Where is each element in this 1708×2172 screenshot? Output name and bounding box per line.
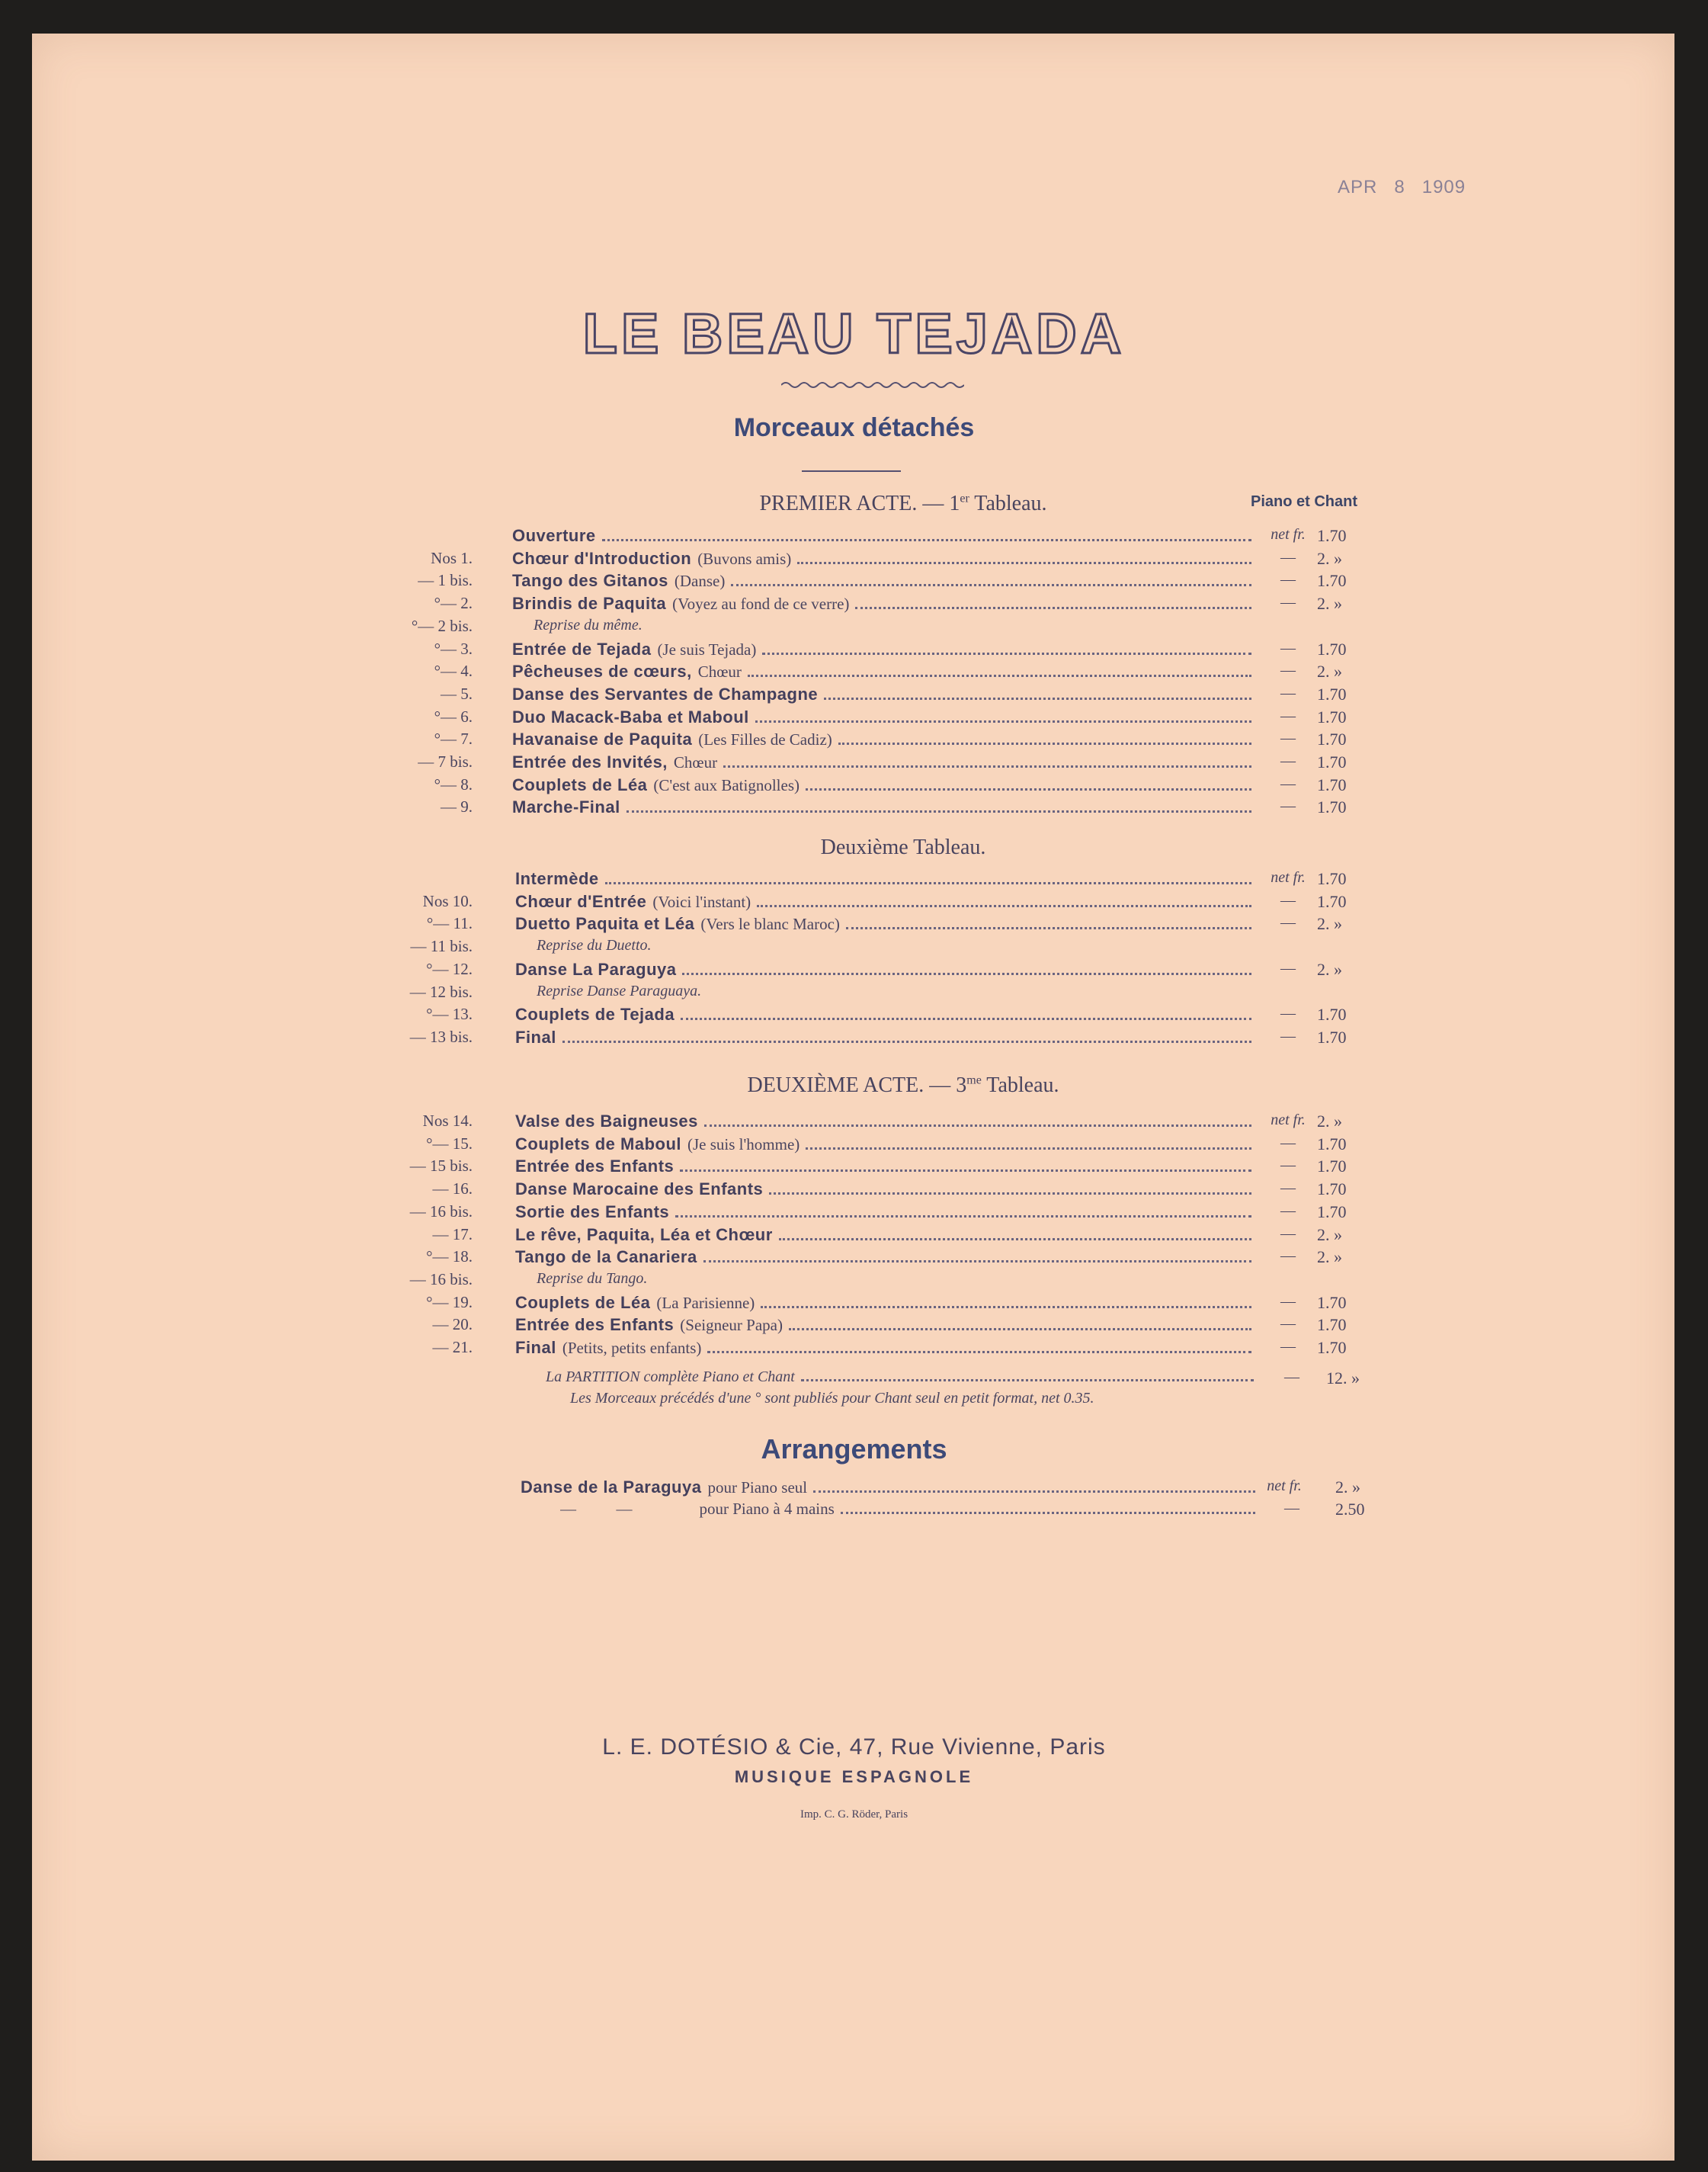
item-mark: —: [1280, 730, 1296, 746]
item-title: Entrée des Enfants: [515, 1315, 675, 1334]
reprise-row: [0, 617, 1708, 640]
arrangement-row: [0, 1500, 1708, 1522]
item-number: °— 4.: [434, 662, 473, 680]
reprise-note: Reprise Danse Paraguaya.: [537, 983, 702, 999]
section-deuxieme-tableau: Deuxième Tableau.: [820, 836, 986, 859]
item-title: Couplets de Maboul: [515, 1134, 681, 1153]
printer-line: Imp. C. G. Röder, Paris: [800, 1808, 908, 1821]
item-price: 1.70: [1317, 707, 1347, 727]
item-title: Sortie des Enfants: [515, 1202, 670, 1221]
item-price: 1.70: [1317, 571, 1347, 590]
item-subtitle: (Buvons amis): [697, 550, 792, 568]
item-price: 2. »: [1317, 1225, 1342, 1244]
item-price: 2. »: [1317, 960, 1342, 979]
item-price: 1.70: [1317, 1157, 1347, 1176]
item-price: 1.70: [1317, 1293, 1347, 1312]
column-header: Piano et Chant: [1251, 493, 1358, 510]
catalogue-row: [0, 1202, 1708, 1225]
item-price: 1.70: [1317, 752, 1347, 772]
catalogue-row: [0, 1028, 1708, 1051]
item-mark: —: [1280, 1225, 1296, 1242]
item-subtitle: (Danse): [674, 572, 726, 590]
item-mark: —: [1280, 797, 1296, 814]
item-title: Pêcheuses de cœurs,: [512, 662, 692, 681]
item-price: 1.70: [1317, 685, 1347, 704]
arrangement-ditto: — —: [560, 1500, 633, 1518]
publisher-line: L. E. DOTÉSIO & Cie, 47, Rue Vivienne, Paris: [602, 1734, 1106, 1760]
item-subtitle: Chœur: [697, 663, 742, 681]
arrangements-title: Arrangements: [761, 1433, 947, 1465]
reprise-row: [0, 983, 1708, 1006]
item-number: Nos 10.: [422, 892, 473, 910]
item-mark: —: [1280, 640, 1296, 656]
item-title: Entrée de Tejada: [512, 640, 652, 659]
reprise-note: Reprise du Tango.: [537, 1270, 648, 1287]
item-mark: —: [1280, 1028, 1296, 1044]
item-price: 1.70: [1317, 526, 1347, 545]
reprise-note: Reprise du même.: [534, 617, 643, 634]
partition-text: La PARTITION complète Piano et Chant: [546, 1368, 795, 1385]
item-subtitle: (Petits, petits enfants): [562, 1339, 702, 1357]
catalogue-row: [0, 1247, 1708, 1270]
item-price: 1.70: [1317, 1028, 1347, 1047]
catalogue-row: [0, 775, 1708, 798]
catalogue-row: [0, 797, 1708, 820]
item-subtitle: (Voici l'instant): [652, 893, 751, 911]
item-price: 2. »: [1317, 1112, 1342, 1131]
item-number: °— 6.: [434, 707, 473, 726]
catalogue-row: [0, 960, 1708, 983]
catalogue-row: [0, 1179, 1708, 1202]
item-title: Chœur d'Introduction: [512, 549, 692, 568]
arrangement-title: Danse de la Paraguya: [521, 1477, 702, 1497]
item-price: 1.70: [1317, 892, 1347, 911]
section-premier-acte: PREMIER ACTE. — 1er Tableau.: [759, 492, 1047, 515]
item-title: Couplets de Tejada: [515, 1005, 675, 1024]
arrangement-sub: pour Piano seul: [707, 1478, 808, 1497]
item-title: Intermède: [515, 869, 599, 888]
item-price: 1.70: [1317, 1134, 1347, 1153]
item-mark: —: [1280, 1157, 1296, 1173]
stamp-year: 1909: [1421, 177, 1466, 197]
catalogue-row: [0, 549, 1708, 572]
page-title: LE BEAU TEJADA: [582, 302, 1126, 365]
catalogue-row: [0, 730, 1708, 752]
item-number: °— 15.: [426, 1134, 473, 1153]
item-title: Duo Macack-Baba et Maboul: [512, 707, 749, 727]
item-title: Le rêve, Paquita, Léa et Chœur: [515, 1225, 773, 1244]
catalogue-row: [0, 707, 1708, 730]
item-mark: —: [1280, 707, 1296, 724]
stamp-month: APR: [1338, 177, 1378, 197]
arrangement-mark: net fr.: [1267, 1477, 1302, 1494]
item-title: Tango des Gitanos: [512, 571, 668, 590]
item-price: 2. »: [1317, 914, 1342, 933]
item-mark: —: [1280, 1293, 1296, 1310]
item-number: — 1 bis.: [418, 571, 473, 589]
catalogue-row: [0, 1225, 1708, 1248]
item-number: — 17.: [432, 1225, 473, 1243]
item-title: Final: [515, 1028, 556, 1047]
publisher-subline: MUSIQUE ESPAGNOLE: [734, 1767, 974, 1786]
date-stamp: [1338, 177, 1482, 198]
item-subtitle: (Vers le blanc Maroc): [700, 915, 840, 933]
item-title: Valse des Baigneuses: [515, 1112, 698, 1131]
catalogue-row: [0, 892, 1708, 915]
item-price: 1.70: [1317, 1202, 1347, 1221]
item-mark: —: [1280, 914, 1296, 931]
item-number: — 15 bis.: [409, 1157, 473, 1175]
subtitle-rule: [802, 470, 901, 472]
item-title: Danse Marocaine des Enfants: [515, 1179, 764, 1198]
item-number: °— 13.: [426, 1005, 473, 1023]
item-number: — 16.: [432, 1179, 473, 1198]
catalogue-row: [0, 1112, 1708, 1134]
item-number: °— 19.: [426, 1293, 473, 1311]
item-number: — 9.: [441, 797, 473, 816]
item-price: 2. »: [1317, 549, 1342, 568]
item-mark: —: [1280, 662, 1296, 679]
item-number: °— 2.: [434, 594, 473, 612]
arrangement-sub: pour Piano à 4 mains: [699, 1500, 835, 1518]
catalogue-row: [0, 1005, 1708, 1028]
item-subtitle: (Seigneur Papa): [680, 1316, 783, 1334]
item-title: Couplets de Léa: [515, 1293, 651, 1312]
item-number: — 21.: [432, 1338, 473, 1356]
item-price: 1.70: [1317, 1338, 1347, 1357]
item-title: Chœur d'Entrée: [515, 892, 647, 911]
item-subtitle: (Je suis Tejada): [657, 640, 757, 659]
item-number: — 16 bis.: [409, 1202, 473, 1221]
item-subtitle: (Voyez au fond de ce verre): [672, 595, 850, 613]
partition-price: 12. »: [1326, 1368, 1360, 1388]
partition-row: [0, 1368, 1708, 1391]
section-deuxieme-acte: DEUXIÈME ACTE. — $3^{me}$ Tableau.: [747, 1073, 1059, 1097]
item-price: 2. »: [1317, 1247, 1342, 1266]
item-title: Danse La Paraguya: [515, 960, 677, 979]
item-number: °— 3.: [434, 640, 473, 658]
item-number: — 20.: [432, 1315, 473, 1333]
item-number: — 5.: [441, 685, 473, 703]
partition-mark: —: [1284, 1368, 1299, 1385]
item-title: Final: [515, 1338, 556, 1357]
item-price: 1.70: [1317, 1179, 1347, 1198]
item-number: °— 11.: [426, 914, 473, 932]
item-number: — 11 bis.: [410, 937, 473, 955]
catalogue-row: [0, 1315, 1708, 1338]
item-mark: —: [1280, 892, 1296, 909]
footnote: Les Morceaux précédés d'une ° sont publiés pour Chant seul en petit format, net 0.35.: [570, 1390, 1094, 1407]
catalogue-row: [0, 571, 1708, 594]
item-subtitle: (Je suis l'homme): [687, 1135, 800, 1153]
arrangement-row: [0, 1477, 1708, 1500]
item-title: Ouverture: [512, 526, 596, 545]
item-number: Nos 1.: [431, 549, 473, 567]
item-number: — 16 bis.: [409, 1270, 473, 1288]
catalogue-row: [0, 526, 1708, 549]
item-mark: —: [1280, 685, 1296, 701]
item-mark: net fr.: [1271, 1112, 1306, 1128]
item-subtitle: Chœur: [673, 753, 718, 772]
item-mark: —: [1280, 1179, 1296, 1196]
item-number: °— 12.: [426, 960, 473, 978]
subtitle: Morceaux détachés: [733, 413, 975, 442]
reprise-row: [0, 937, 1708, 960]
item-title: Marche-Final: [512, 797, 620, 817]
item-price: 1.70: [1317, 797, 1347, 817]
catalogue-row: [0, 594, 1708, 617]
item-mark: net fr.: [1271, 526, 1306, 543]
item-mark: —: [1280, 1247, 1296, 1264]
item-price: 2. »: [1317, 594, 1342, 613]
catalogue-row: [0, 1157, 1708, 1179]
item-mark: —: [1280, 752, 1296, 769]
item-title: Entrée des Invités,: [512, 752, 668, 772]
item-price: 1.70: [1317, 1315, 1347, 1334]
item-number: °— 18.: [426, 1247, 473, 1266]
item-mark: —: [1280, 594, 1296, 611]
catalogue-row: [0, 914, 1708, 937]
item-number: Nos 14.: [422, 1112, 473, 1130]
item-subtitle: (Les Filles de Cadiz): [698, 730, 832, 749]
item-mark: —: [1280, 1005, 1296, 1022]
catalogue-row: [0, 662, 1708, 685]
item-title: Brindis de Paquita: [512, 594, 667, 613]
catalogue-row: [0, 1338, 1708, 1361]
catalogue-row: [0, 869, 1708, 892]
catalogue-row: [0, 640, 1708, 663]
item-title: Entrée des Enfants: [515, 1157, 675, 1176]
item-subtitle: (C'est aux Batignolles): [653, 776, 800, 794]
item-price: 1.70: [1317, 640, 1347, 659]
arrangement-mark: —: [1284, 1500, 1299, 1516]
item-title: Danse des Servantes de Champagne: [512, 685, 819, 704]
reprise-row: [0, 1270, 1708, 1293]
item-mark: —: [1280, 1134, 1296, 1151]
item-number: — 12 bis.: [409, 983, 473, 1001]
wavy-rule: [781, 380, 964, 390]
catalogue-row: [0, 752, 1708, 775]
catalogue-row: [0, 1293, 1708, 1316]
catalogue-row: [0, 685, 1708, 707]
item-mark: —: [1280, 775, 1296, 792]
arrangement-price: 2. »: [1335, 1477, 1360, 1497]
item-title: Couplets de Léa: [512, 775, 648, 794]
item-price: 1.70: [1317, 775, 1347, 794]
item-number: °— 7.: [434, 730, 473, 748]
item-mark: net fr.: [1271, 869, 1306, 886]
item-title: Tango de la Canariera: [515, 1247, 697, 1266]
item-price: 1.70: [1317, 730, 1347, 749]
item-price: 1.70: [1317, 1005, 1347, 1024]
catalogue-row: [0, 1134, 1708, 1157]
item-price: 1.70: [1317, 869, 1347, 888]
arrangement-price: 2.50: [1335, 1500, 1365, 1519]
item-mark: —: [1280, 960, 1296, 977]
item-number: °— 8.: [434, 775, 473, 794]
item-mark: —: [1280, 549, 1296, 566]
item-title: Havanaise de Paquita: [512, 730, 693, 749]
item-number: °— 2 bis.: [411, 617, 473, 635]
item-title: Duetto Paquita et Léa: [515, 914, 695, 933]
item-mark: —: [1280, 1315, 1296, 1332]
item-subtitle: (La Parisienne): [656, 1294, 755, 1312]
item-mark: —: [1280, 1338, 1296, 1355]
item-mark: —: [1280, 571, 1296, 588]
item-number: — 7 bis.: [418, 752, 473, 771]
reprise-note: Reprise du Duetto.: [537, 937, 652, 954]
item-price: 2. »: [1317, 662, 1342, 681]
item-number: — 13 bis.: [409, 1028, 473, 1046]
stamp-day: 8: [1394, 177, 1405, 197]
item-mark: —: [1280, 1202, 1296, 1219]
